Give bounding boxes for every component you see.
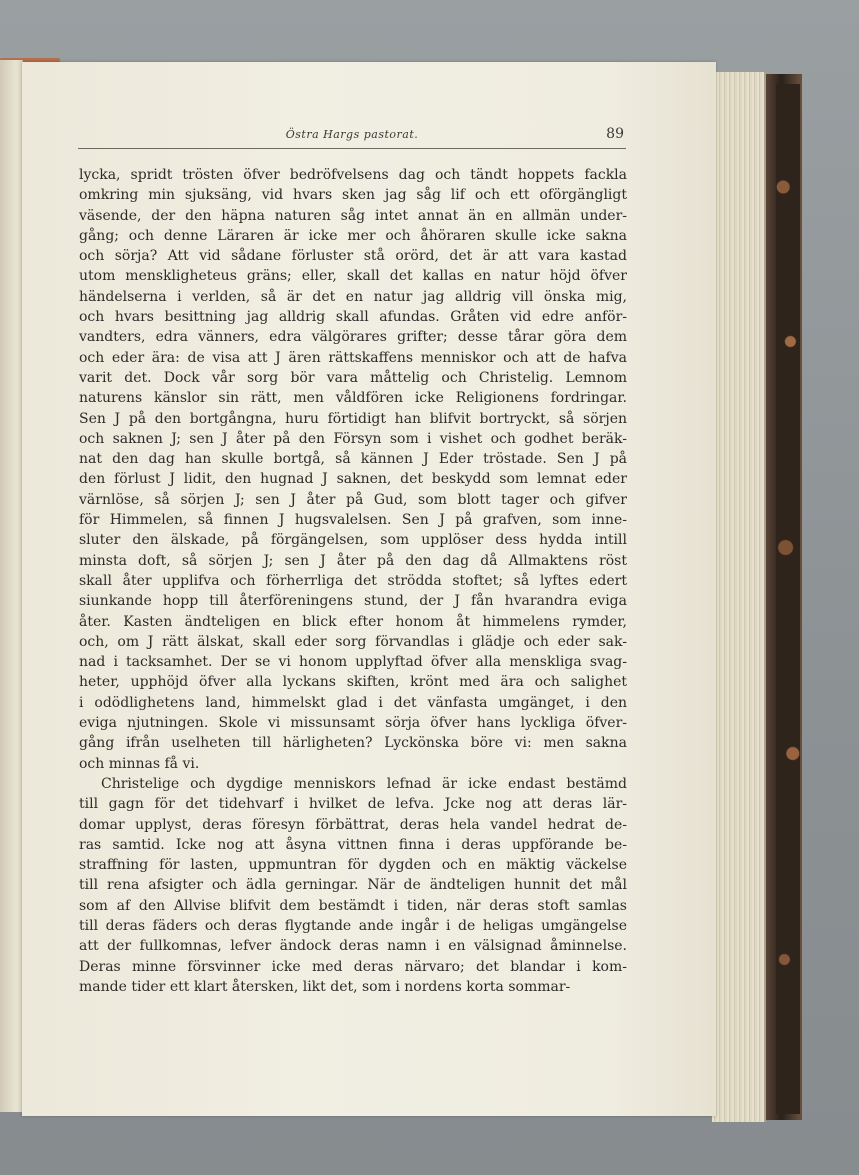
text-line: vandters, edra vänners, edra välgörares grifter; desse tårar göra dem: [79, 329, 627, 346]
text-line: varit det. Dock vår sorg bör vara måttelig och Christelig. Lemnom: [79, 369, 627, 386]
text-line: och, om J rätt älskat, skall eder sorg förvandlas i glädje och eder sak-: [79, 633, 627, 650]
text-line: och sörja? Att vid sådane förluster stå orörd, det är att vara kastad: [79, 248, 627, 265]
book-page: [22, 62, 716, 1116]
text-line: omkring min sjuksäng, vid hvars sken jag såg lif och ett oförgängligt: [79, 187, 627, 204]
text-line: nad i tacksamhet. Der se vi honom upplyftad öfver alla menskliga svag-: [79, 654, 627, 671]
text-line: och hvars besittning jag alldrig skall afundas. Gråten vid edre anför-: [79, 309, 627, 326]
text-line: eviga njutningen. Skole vi missunsamt sörja öfver hans lyckliga öfver-: [79, 715, 627, 732]
text-line: som af den Allvise blifvit dem bestämdt i tiden, när deras stoft samlas: [79, 897, 627, 914]
text-line: heter, upphöjd öfver alla lyckans skiften, krönt med ära och salighet: [79, 674, 627, 691]
text-line: att der fullkomnas, lefver ändock deras namn i en välsignad åminnelse.: [79, 938, 627, 955]
text-line: väsende, der den häpna naturen såg intet annat än en allmän under-: [79, 207, 627, 224]
page-header: [78, 126, 626, 149]
text-line: straffning för lasten, uppmuntran för dygden och en mäktig väckelse: [79, 857, 627, 874]
text-line: värnlöse, så sörjen J; sen J åter på Gud, som blott tager och gifver: [79, 491, 627, 508]
text-line: Sen J på den bortgångna, huru förtidigt han blifvit bortryckt, så sörjen: [79, 410, 627, 427]
text-line: domar upplyst, deras föresyn förbättrat, deras hela vandel hedrat de-: [79, 816, 627, 833]
text-line: till deras fäders och deras flygtande ande ingår i de heligas umgängelse: [79, 917, 627, 934]
text-line: gång ifrån uselheten till härligheten? Lyckönska böre vi: men sakna: [79, 735, 627, 752]
page-number: 89: [606, 126, 624, 142]
left-page-edge: [0, 60, 23, 1112]
marbled-spine: [776, 84, 800, 1114]
text-line: och saknen J; sen J åter på den Försyn som i vishet och godhet beräk-: [79, 430, 627, 447]
text-line: mande tider ett klart återsken, likt det, som i nordens korta sommar-: [79, 978, 571, 995]
text-line: ras samtid. Icke nog att åsyna vittnen finna i deras uppförande be-: [79, 836, 627, 853]
text-line: den förlust J lidit, den hugnad J saknen, det beskydd som lemnat eder: [79, 471, 627, 488]
text-line: till rena afsigter och ädla gerningar. När de ändteligen hunnit det mål: [79, 877, 627, 894]
text-line: nat den dag han skulle bortgå, så kännen J Eder tröstade. Sen J på: [79, 451, 627, 468]
text-line: siunkande hopp till återföreningens stund, der J fån hvarandra eviga: [79, 593, 627, 610]
text-line: Christelige och dygdige menniskors lefnad är icke endast bestämd: [101, 775, 627, 792]
text-line: minsta doft, så sörjen J; sen J åter på den dag då Allmaktens röst: [79, 552, 627, 569]
text-line: och minnas få vi.: [79, 755, 200, 772]
text-line: utom menskligheteus gräns; eller, skall det kallas en natur höjd öfver: [79, 268, 627, 285]
text-line: naturens känslor sin rätt, men våldfören icke Religionens fordringar.: [79, 390, 627, 407]
text-line: och eder ära: de visa att J ären rättskaffens menniskor och att de hafva: [79, 349, 627, 366]
text-line: lycka, spridt trösten öfver bedröfvelsens dag och tändt hoppets fackla: [79, 167, 627, 183]
text-line: sluter den älskade, på förgängelsen, som upplöser dess hydda intill: [79, 532, 627, 549]
text-line: händelserna i verlden, så är det en natur jag alldrig vill önska mig,: [79, 288, 627, 305]
body-text: [79, 165, 627, 997]
text-line: till gagn för det tidehvarf i hvilket de lefva. Jcke nog att deras lär-: [79, 796, 627, 813]
text-line: skall åter upplifva och förherrliga det strödda stoftet; så lyftes edert: [79, 572, 627, 589]
text-line: i odödlighetens land, himmelskt glad i det vänfasta umgänget, i den: [79, 694, 627, 711]
text-line: åter. Kasten ändteligen en blick efter honom åt himmelens rymder,: [79, 613, 627, 630]
running-title: Östra Hargs pastorat.: [285, 128, 419, 141]
text-line: gång; och denne Läraren är icke mer och åhöraren skulle icke sakna: [79, 227, 627, 244]
text-line: för Himmelen, så finnen J hugsvalelsen. Sen J på grafven, som inne-: [79, 512, 627, 529]
text-line: Deras minne försvinner icke med deras närvaro; det blandar i kom-: [79, 958, 627, 975]
page-stack: [712, 72, 766, 1122]
